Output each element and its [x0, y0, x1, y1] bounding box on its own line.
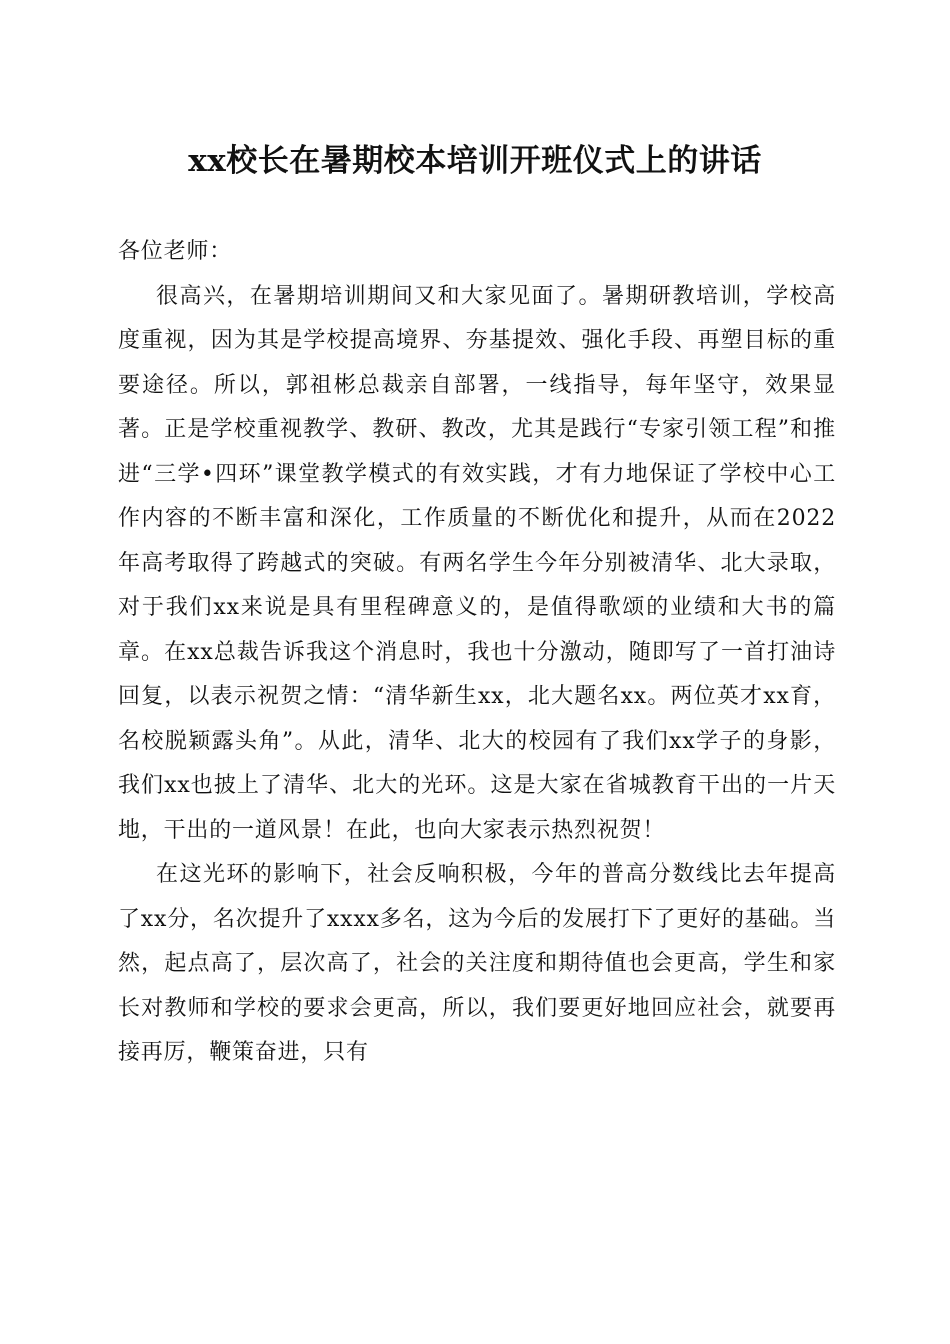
document-title: xx校长在暑期校本培训开班仪式上的讲话: [188, 143, 762, 179]
paragraph-1: 很高兴，在暑期培训期间又和大家见面了。暑期研教培训，学校高度重视，因为其是学校提高境界、夯基提效、强化手段、再塑目标的重要途径。所以，郭祖彬总裁亲自部署，一线指导，每年坚守，效果显著。正是学校重视教学、教研、教改，尤其是践行“专家引领工程”和推进“三学•四环”课堂教学模式的有效实践，才有力地保证了学校中心工作内容的不断丰富和深化，工作质量的不断优化和提升，从而在2022年高考取得了跨越式的突破。有两名学生今年分别被清华、北大录取，对于我们xx来说是具有里程碑意义的，是值得歌颂的业绩和大书的篇章。在xx总裁告诉我这个消息时，我也十分激动，随即写了一首打油诗回复，以表示祝贺之情：“清华新生xx，北大题名xx。两位英才xx育，名校脱颖露头角”。从此，清华、北大的校园有了我们xx学子的身影，我们xx也披上了清华、北大的光环。这是大家在省城教育干出的一片天地，干出的一道风景！在此，也向大家表示热烈祝贺！: [118, 283, 836, 843]
speech-body: [118, 230, 836, 1076]
paragraph-2: 在这光环的影响下，社会反响积极，今年的普高分数线比去年提高了xx分，名次提升了xxxx多名，这为今后的发展打下了更好的基础。当然，起点高了，层次高了，社会的关注度和期待值也会更高，学生和家长对教师和学校的要求会更高，所以，我们要更好地回应社会，就要再接再厉，鞭策奋进，只有: [118, 862, 836, 1065]
salutation: 各位老师：: [118, 239, 233, 264]
